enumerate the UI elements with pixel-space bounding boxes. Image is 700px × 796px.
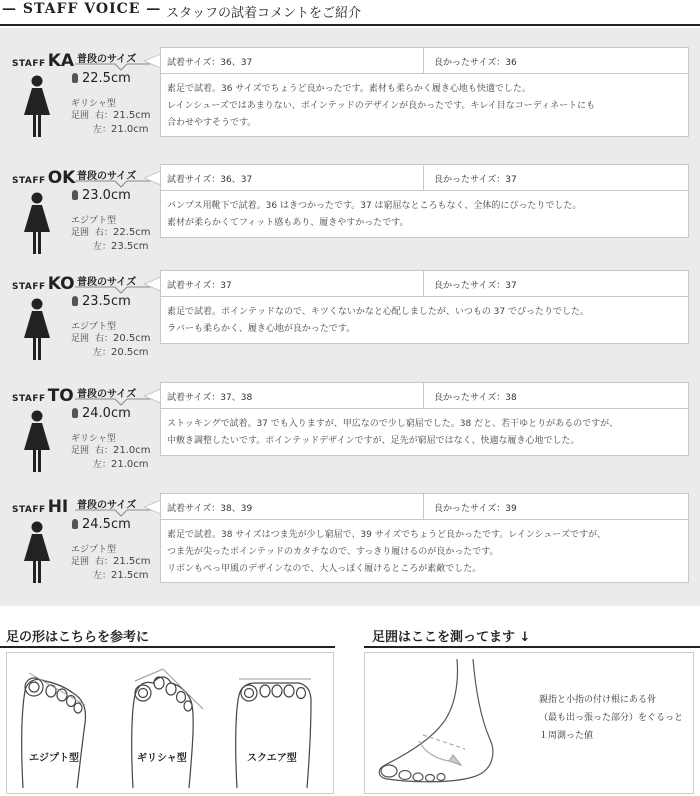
foot-girth	[71, 109, 151, 137]
staff-prefix: STAFF	[12, 505, 46, 515]
usual-size-underline	[75, 180, 151, 188]
tried-size-value: 36、37	[220, 175, 253, 185]
staff-card	[0, 47, 700, 157]
girth-left-label: 左：	[93, 571, 112, 581]
girth-right-value: 21.0cm	[113, 445, 151, 456]
staff-initials: KA	[47, 51, 75, 71]
good-size	[424, 165, 688, 190]
tried-size-value: 37、38	[220, 393, 253, 403]
girth-left-value: 20.5cm	[111, 347, 149, 358]
measure-divider	[364, 646, 700, 648]
staff-label	[12, 497, 68, 517]
measure-title: 足囲はここを測ってます ↓	[372, 630, 531, 645]
staff-card	[0, 270, 700, 380]
usual-size-underline	[75, 63, 151, 71]
foot-girth	[71, 226, 151, 254]
tried-size	[161, 165, 424, 190]
girth-right-value: 21.5cm	[113, 110, 151, 121]
girth-right-value: 20.5cm	[113, 333, 151, 344]
girth-label: 足囲	[71, 228, 90, 238]
foot-type: エジプト型	[71, 545, 117, 555]
staff-initials: KO	[47, 274, 75, 294]
usual-size-label: 普段のサイズ	[77, 389, 137, 400]
girth-left-label: 左：	[93, 460, 112, 470]
usual-size-underline	[75, 286, 151, 294]
foot-girth	[71, 555, 151, 583]
girth-left-value: 21.0cm	[111, 459, 149, 470]
girth-left-value: 21.5cm	[111, 570, 149, 581]
measure-line: １周測った値	[539, 731, 594, 741]
usual-size-label: 普段のサイズ	[77, 171, 137, 182]
staff-card	[0, 493, 700, 603]
usual-size-label: 普段のサイズ	[77, 500, 137, 511]
foot-type-square: スクエア型	[247, 753, 297, 764]
usual-size	[72, 71, 131, 86]
usual-size-value: 23.5cm	[82, 294, 131, 309]
good-size-label: 良かったサイズ：	[434, 281, 506, 291]
good-size-value: 36	[505, 58, 517, 68]
comment-box	[160, 270, 689, 344]
comment-box	[160, 164, 689, 238]
page-header	[0, 0, 700, 26]
measure-description	[539, 691, 683, 745]
foot-type: ギリシャ型	[71, 99, 116, 109]
tried-size	[161, 48, 424, 73]
comment-line: 中敷き調整したいです。ポインテッドデザインですが、足先が窮屈ではなく、快適な履き心地でした。	[167, 436, 580, 446]
usual-size-underline	[75, 398, 151, 406]
square-foot-icon	[236, 679, 311, 788]
good-size-label: 良かったサイズ：	[434, 175, 506, 185]
foot-shape-title: 足の形はこちらを参考に	[6, 630, 150, 645]
usual-size	[72, 517, 131, 532]
staff-label	[12, 274, 75, 294]
girth-label: 足囲	[71, 446, 90, 456]
usual-size-value: 22.5cm	[82, 71, 131, 86]
comment-pointer	[144, 54, 161, 68]
girth-left-label: 左：	[93, 242, 112, 252]
staff-label	[12, 386, 74, 406]
woman-figure-icon	[22, 410, 52, 474]
usual-size	[72, 406, 131, 421]
staff-prefix: STAFF	[12, 59, 46, 69]
girth-left-label: 左：	[93, 348, 112, 358]
tried-size-value: 36、37	[220, 58, 253, 68]
usual-size-value: 24.0cm	[82, 406, 131, 421]
comment-line: 素足で試着。36 サイズでちょうど良かったです。素材も柔らかく履き心地も快適でした。	[167, 84, 531, 94]
usual-size	[72, 294, 131, 309]
woman-figure-icon	[22, 192, 52, 256]
foot-girth	[71, 444, 151, 472]
good-size-value: 37	[505, 281, 517, 291]
greek-foot-icon	[132, 669, 203, 788]
staff-label	[12, 168, 75, 188]
usual-size-underline	[75, 509, 151, 517]
foot-side-illustration	[365, 653, 535, 793]
comment-box	[160, 382, 689, 456]
usual-size-label: 普段のサイズ	[77, 54, 137, 65]
good-size-label: 良かったサイズ：	[434, 504, 506, 514]
comment-box	[160, 493, 689, 583]
good-size-value: 37	[505, 175, 517, 185]
header-title-en: — STAFF VOICE —	[2, 1, 162, 17]
staff-prefix: STAFF	[12, 394, 46, 404]
measure-line: （最も出っ張った部分）をぐるっと	[539, 713, 684, 723]
footprint-icon	[72, 519, 78, 529]
tried-size	[161, 271, 424, 296]
foot-shape-divider	[0, 646, 335, 648]
footprint-icon	[72, 73, 78, 83]
comment-text	[161, 409, 688, 457]
good-size	[424, 494, 688, 519]
good-size	[424, 271, 688, 296]
tried-size-value: 38、39	[220, 504, 253, 514]
good-size-value: 38	[505, 393, 517, 403]
tried-size-value: 37	[220, 281, 232, 291]
girth-left-value: 21.0cm	[111, 124, 149, 135]
tried-size	[161, 383, 424, 408]
usual-size-label: 普段のサイズ	[77, 277, 137, 288]
foot-type: エジプト型	[71, 216, 117, 226]
foot-type-greek: ギリシャ型	[137, 753, 187, 764]
comment-line: ストッキングで試着。37 でも入りますが、甲広なので少し窮屈でした。38 だと、若干ゆとりがあるのですが、	[167, 419, 619, 429]
girth-right-label: 右：	[95, 228, 114, 238]
comment-line: 素足で試着。ポインテッドなので、キツくないかなと心配しましたが、いつもの 37 でぴったりでした。	[167, 307, 589, 317]
header-title-jp: スタッフの試着コメントをご紹介	[166, 6, 362, 21]
tried-size-label: 試着サイズ：	[167, 175, 221, 185]
foot-type: エジプト型	[71, 322, 117, 332]
comment-text	[161, 520, 688, 585]
girth-right-label: 右：	[95, 334, 114, 344]
staff-initials: TO	[47, 386, 74, 406]
staff-prefix: STAFF	[12, 282, 46, 292]
footprint-icon	[72, 408, 78, 418]
comment-pointer	[144, 389, 161, 403]
comment-pointer	[144, 500, 161, 514]
comment-text	[161, 74, 688, 139]
girth-left-label: 左：	[93, 125, 112, 135]
comment-pointer	[144, 171, 161, 185]
girth-right-value: 21.5cm	[113, 556, 151, 567]
woman-figure-icon	[22, 521, 52, 585]
measure-box	[364, 652, 694, 794]
comment-pointer	[144, 277, 161, 291]
girth-label: 足囲	[71, 334, 90, 344]
footprint-icon	[72, 190, 78, 200]
girth-left-value: 23.5cm	[111, 241, 149, 252]
girth-right-value: 22.5cm	[113, 227, 151, 238]
foot-type-egyptian: エジプト型	[29, 753, 79, 764]
usual-size-value: 24.5cm	[82, 517, 131, 532]
tried-size-label: 試着サイズ：	[167, 58, 221, 68]
tried-size-label: 試着サイズ：	[167, 281, 221, 291]
comment-line: つま先が尖ったポインテッドのカタチなので、すっきり履けるのが良かったです。	[167, 547, 499, 557]
woman-figure-icon	[22, 75, 52, 139]
staff-card	[0, 382, 700, 492]
good-size	[424, 383, 688, 408]
tried-size-label: 試着サイズ：	[167, 393, 221, 403]
girth-right-label: 右：	[95, 446, 114, 456]
girth-right-label: 右：	[95, 557, 114, 567]
foot-shapes-illustration	[7, 653, 333, 793]
woman-figure-icon	[22, 298, 52, 362]
staff-label	[12, 51, 74, 71]
foot-girth	[71, 332, 151, 360]
staff-initials: HI	[47, 497, 69, 517]
comment-box	[160, 47, 689, 137]
foot-type: ギリシャ型	[71, 434, 116, 444]
comment-text	[161, 191, 688, 239]
staff-initials: OK	[47, 168, 76, 188]
tried-size	[161, 494, 424, 519]
comment-line: レインシューズではあまりない、ポインテッドのデザインが良かったです。キレイ目なコーディネートにも	[167, 101, 596, 111]
comment-line: 合わせやすそうです。	[167, 118, 257, 128]
staff-prefix: STAFF	[12, 176, 46, 186]
tried-size-label: 試着サイズ：	[167, 504, 221, 514]
foot-shape-box	[6, 652, 334, 794]
good-size-label: 良かったサイズ：	[434, 393, 506, 403]
girth-label: 足囲	[71, 111, 90, 121]
girth-right-label: 右：	[95, 111, 114, 121]
good-size-label: 良かったサイズ：	[434, 58, 506, 68]
comment-line: ラバーも柔らかく、履き心地が良かったです。	[167, 324, 356, 334]
egyptian-foot-icon	[22, 673, 86, 788]
measure-line: 親指と小指の付け根にある骨	[539, 695, 657, 705]
comment-line: 素足で試着。38 サイズはつま先が少し窮屈で、39 サイズでちょうど良かったです。レインシューズですが、	[167, 530, 606, 540]
usual-size-value: 23.0cm	[82, 188, 131, 203]
comment-line: パンプス用靴下で試着。36 はきつかったです。37 は窮屈なところもなく、全体的にぴったりでした。	[167, 201, 582, 211]
girth-label: 足囲	[71, 557, 90, 567]
staff-card	[0, 164, 700, 274]
comment-line: 素材が柔らかくてフィット感もあり、履きやすかったです。	[167, 218, 409, 228]
good-size	[424, 48, 688, 73]
comment-text	[161, 297, 688, 345]
good-size-value: 39	[505, 504, 517, 514]
comment-line: リボンもぺっ甲風のデザインなので、大人っぽく履けるところが素敵でした。	[167, 564, 482, 574]
usual-size	[72, 188, 131, 203]
footprint-icon	[72, 296, 78, 306]
